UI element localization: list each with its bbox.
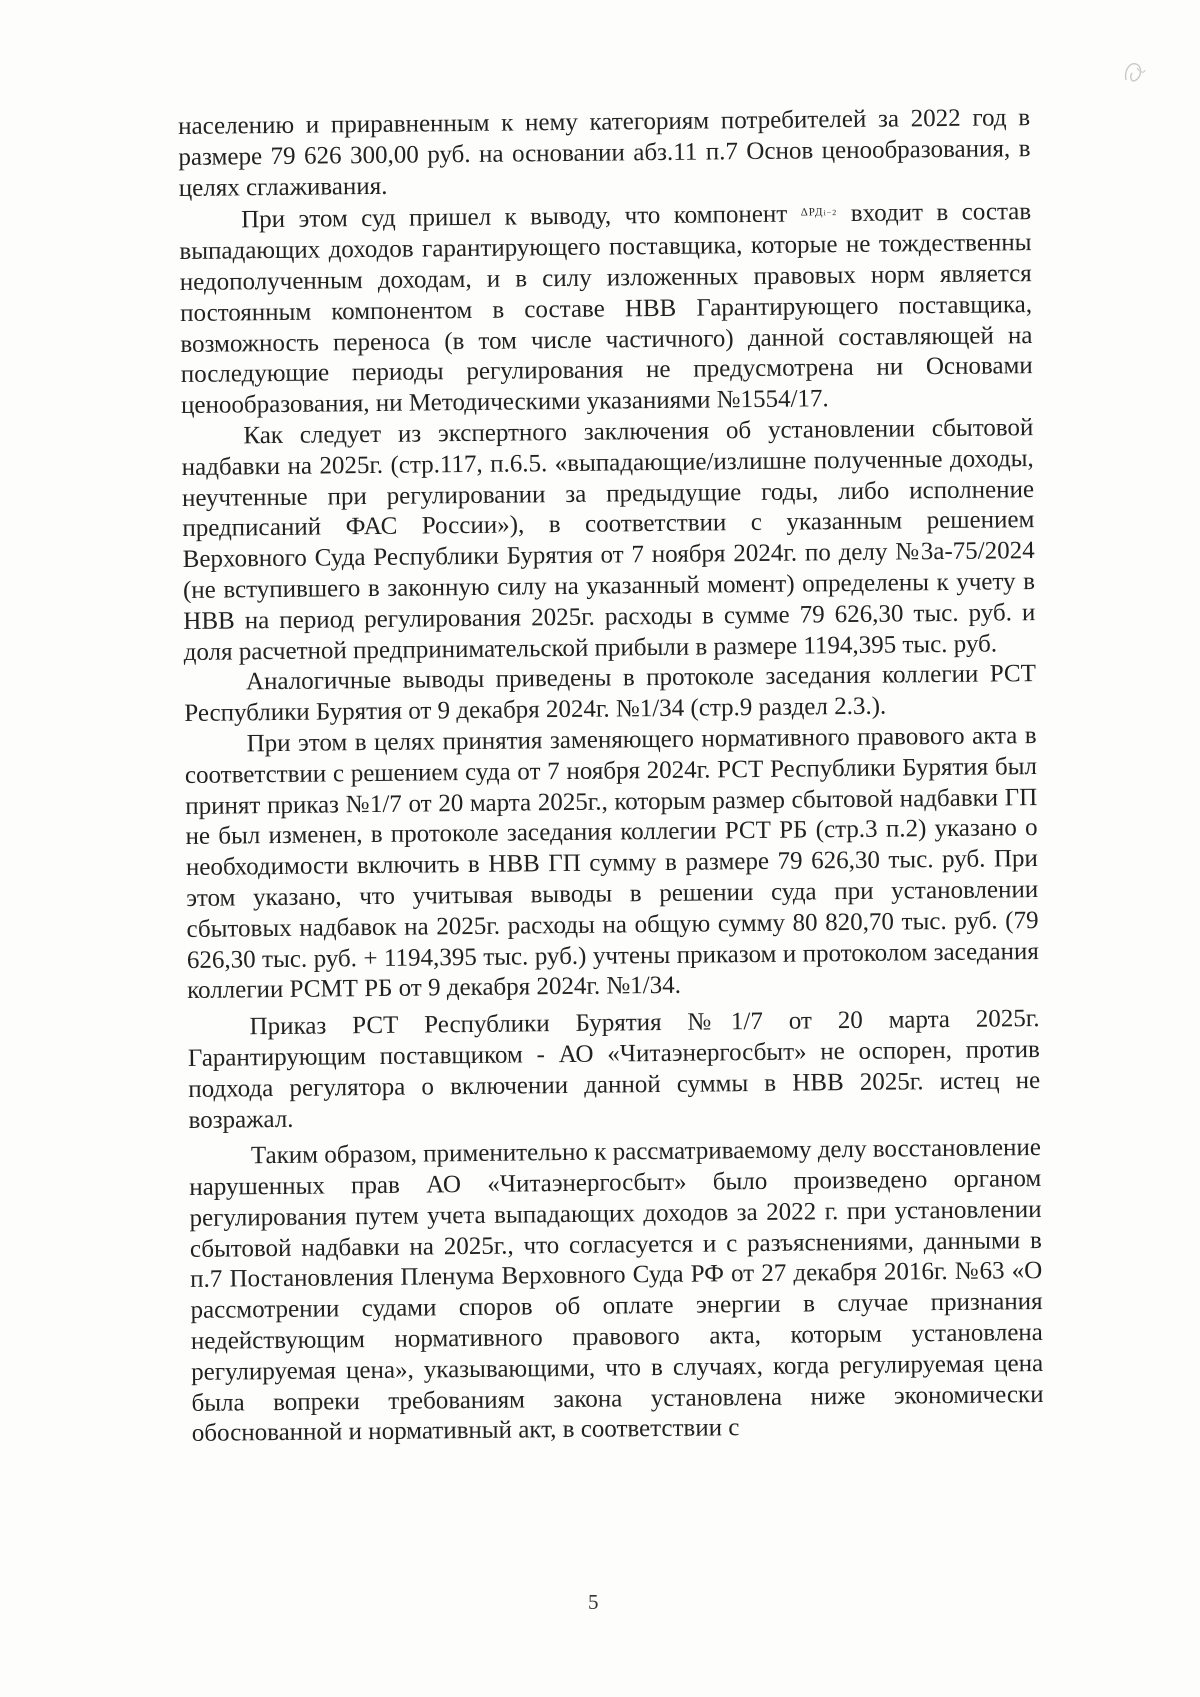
paragraph-5-line-9: учтены приказом и протоколом заседания коллегии РСМТ РБ от 9 декабря (187, 937, 1039, 1005)
paragraph-7-line-7: энергии в случае признания недействующим нормативного правового акта, (190, 1288, 1043, 1356)
paragraph-5-line-2: акта в соответствии с решением суда от 7 ноября 2024г. РСТ Республики (184, 721, 1037, 789)
paragraph-4-line-1: Аналогичные выводы приведены в протоколе заседания коллегии РСТ (245, 660, 1037, 696)
paragraph-4 (184, 659, 1037, 730)
paragraph-7-line-10: ниже экономически обоснованной и нормативный акт, в соответствии с (191, 1380, 1044, 1448)
paragraph-6-line-2: Гарантирующим поставщиком - АО «Читаэнергосбыт» не оспорен, против (187, 1035, 1041, 1072)
paragraph-5-line-1: При этом в целях принятия заменяющего нормативного правового (246, 722, 965, 758)
paragraph-5-line-3: Бурятия был принят приказ №1/7 от 20 марта 2025г., которым размер (185, 752, 1038, 820)
paragraph-2-line-1-end: входит в состав (850, 198, 1032, 228)
paragraph-6-line-1: Приказ РСТ Республики Бурятия №1/7 от 20 марта 2025г. (249, 1005, 1040, 1041)
paragraph-6 (187, 1004, 1040, 1136)
paragraph-7-line-1: Таким образом, применительно к рассматриваемому делу (250, 1136, 867, 1170)
paragraph-2-line-3: тождественны недополученным доходам, и в силу изложенных правовых (179, 229, 1032, 296)
paragraph-1-line-1: населению и приравненным к нему категориям потребителей за 2022 год в (178, 104, 1031, 140)
page-number: 5 (588, 1590, 599, 1614)
paragraph-2-line-6: составляющей на последующие периоды регулирования не предусмотрена (180, 321, 1033, 389)
paragraph-3-line-4: исполнение предписаний ФАС России»), в соответствии с указанным (182, 475, 1035, 543)
paragraph-3-line-7: определены к учету в НВВ на период регулирования 2025г. расходы в сумме (183, 568, 1036, 635)
paragraph-5-line-4: сбытовой надбавки ГП не был изменен, в протоколе заседания коллегии (185, 783, 1038, 851)
paragraph-7-line-8: которым установлена регулируемая цена», указывающими, что в случаях, (191, 1319, 1043, 1386)
paragraph-7-line-2: восстановление нарушенных прав АО «Читаэнергосбыт» было произведено (189, 1134, 1042, 1202)
formula-delta-rd (801, 206, 838, 218)
paragraph-7-line-5: разъяснениями, данными в п.7 Постановления Пленума Верховного Суда (190, 1226, 1043, 1294)
document-body (178, 103, 1044, 1450)
paragraph-5 (184, 721, 1039, 1007)
paragraph-7-line-3: органом регулирования путем учета выпадающих доходов за 2022 г. при (189, 1165, 1042, 1232)
paragraph-4-line-2: Республики Бурятия от 9 декабря 2024г. №1/34 (стр.9 раздел 2.3.). (184, 692, 887, 728)
paragraph-3-line-8: 79 626,30 тыс. руб. и доля расчетной предпринимательской прибыли в (183, 598, 1036, 666)
paragraph-3-line-9: размере 1194,395 тыс. руб. (713, 630, 998, 660)
corner-stamp-mark (1120, 58, 1148, 88)
paragraph-1-line-2: размере 79 626 300,00 руб. на основании абз.11 п.7 Основ ценообразования, (178, 135, 1011, 171)
paragraph-3-line-3: доходы, неучтенные при регулировании за предыдущие годы, либо (181, 444, 1034, 512)
paragraph-2-line-4: норм является постоянным компонентом в составе НВВ Гарантирующего (179, 260, 1032, 327)
paragraph-7-line-4: установлении сбытовой надбавки на 2025г., что согласуется и с (189, 1195, 1042, 1263)
paragraph-3-line-1: Как следует из экспертного заключения об установлении сбытовой (243, 414, 1034, 450)
paragraph-3-line-5: решением Верховного Суда Республики Бурятия от 7 ноября 2024г. по делу (182, 506, 1035, 574)
paragraph-2 (179, 195, 1033, 421)
paragraph-5-line-5: РСТ РБ (стр.3 п.2) указано о необходимости включить в НВВ ГП сумму в (185, 814, 1038, 882)
paragraph-5-line-6: размере 79 626,30 тыс. руб. При этом указано, что учитывая выводы в (186, 845, 1039, 912)
paragraph-5-line-10: 2024г. №1/34. (536, 972, 682, 1001)
paragraph-7-line-9: когда регулируемая цена была вопреки требованиям закона установлена (191, 1349, 1044, 1417)
paragraph-2-line-1: При этом суд пришел к выводу, что компонент (240, 201, 788, 234)
paragraph-1 (178, 103, 1031, 204)
paragraph-2-line-5: поставщика, возможность переноса (в том числе частичного) данной (180, 290, 1033, 358)
paragraph-3 (181, 413, 1036, 668)
paragraph-6-line-3: подхода регулятора о включении данной суммы в НВВ 2025г. истец не (188, 1066, 1041, 1103)
formula-symbol: ΔРД (800, 206, 824, 219)
paragraph-6-line-4: возражал. (188, 1105, 294, 1134)
paragraph-2-line-2: выпадающих доходов гарантирующего поставщика, которые не (179, 230, 871, 266)
paragraph-7 (189, 1133, 1044, 1450)
formula-subscript: i−2 (823, 208, 838, 218)
paragraph-5-line-7: решении суда при установлении сбытовых надбавок на 2025г. расходы на (186, 875, 1039, 943)
paragraph-3-line-6: №3а-75/2024 (не вступившего в законную силу на указанный момент) (182, 537, 1035, 604)
paragraph-2-line-7: ни Основами ценообразования, ни Методическими указаниями №1554/17. (180, 352, 1033, 420)
paragraph-3-line-2: надбавки на 2025г. (стр.117, п.6.5. «выпадающие/излишне полученные (181, 445, 943, 481)
paragraph-7-line-6: РФ от 27 декабря 2016г. №63 «О рассмотрении судами споров об оплате (190, 1257, 1043, 1325)
paragraph-1-line-3: в целях сглаживания. (178, 134, 1031, 202)
paragraph-5-line-8: общую сумму 80 820,70 тыс. руб. (79 626,30 тыс. руб. + 1194,395 тыс. руб.) (186, 906, 1039, 974)
